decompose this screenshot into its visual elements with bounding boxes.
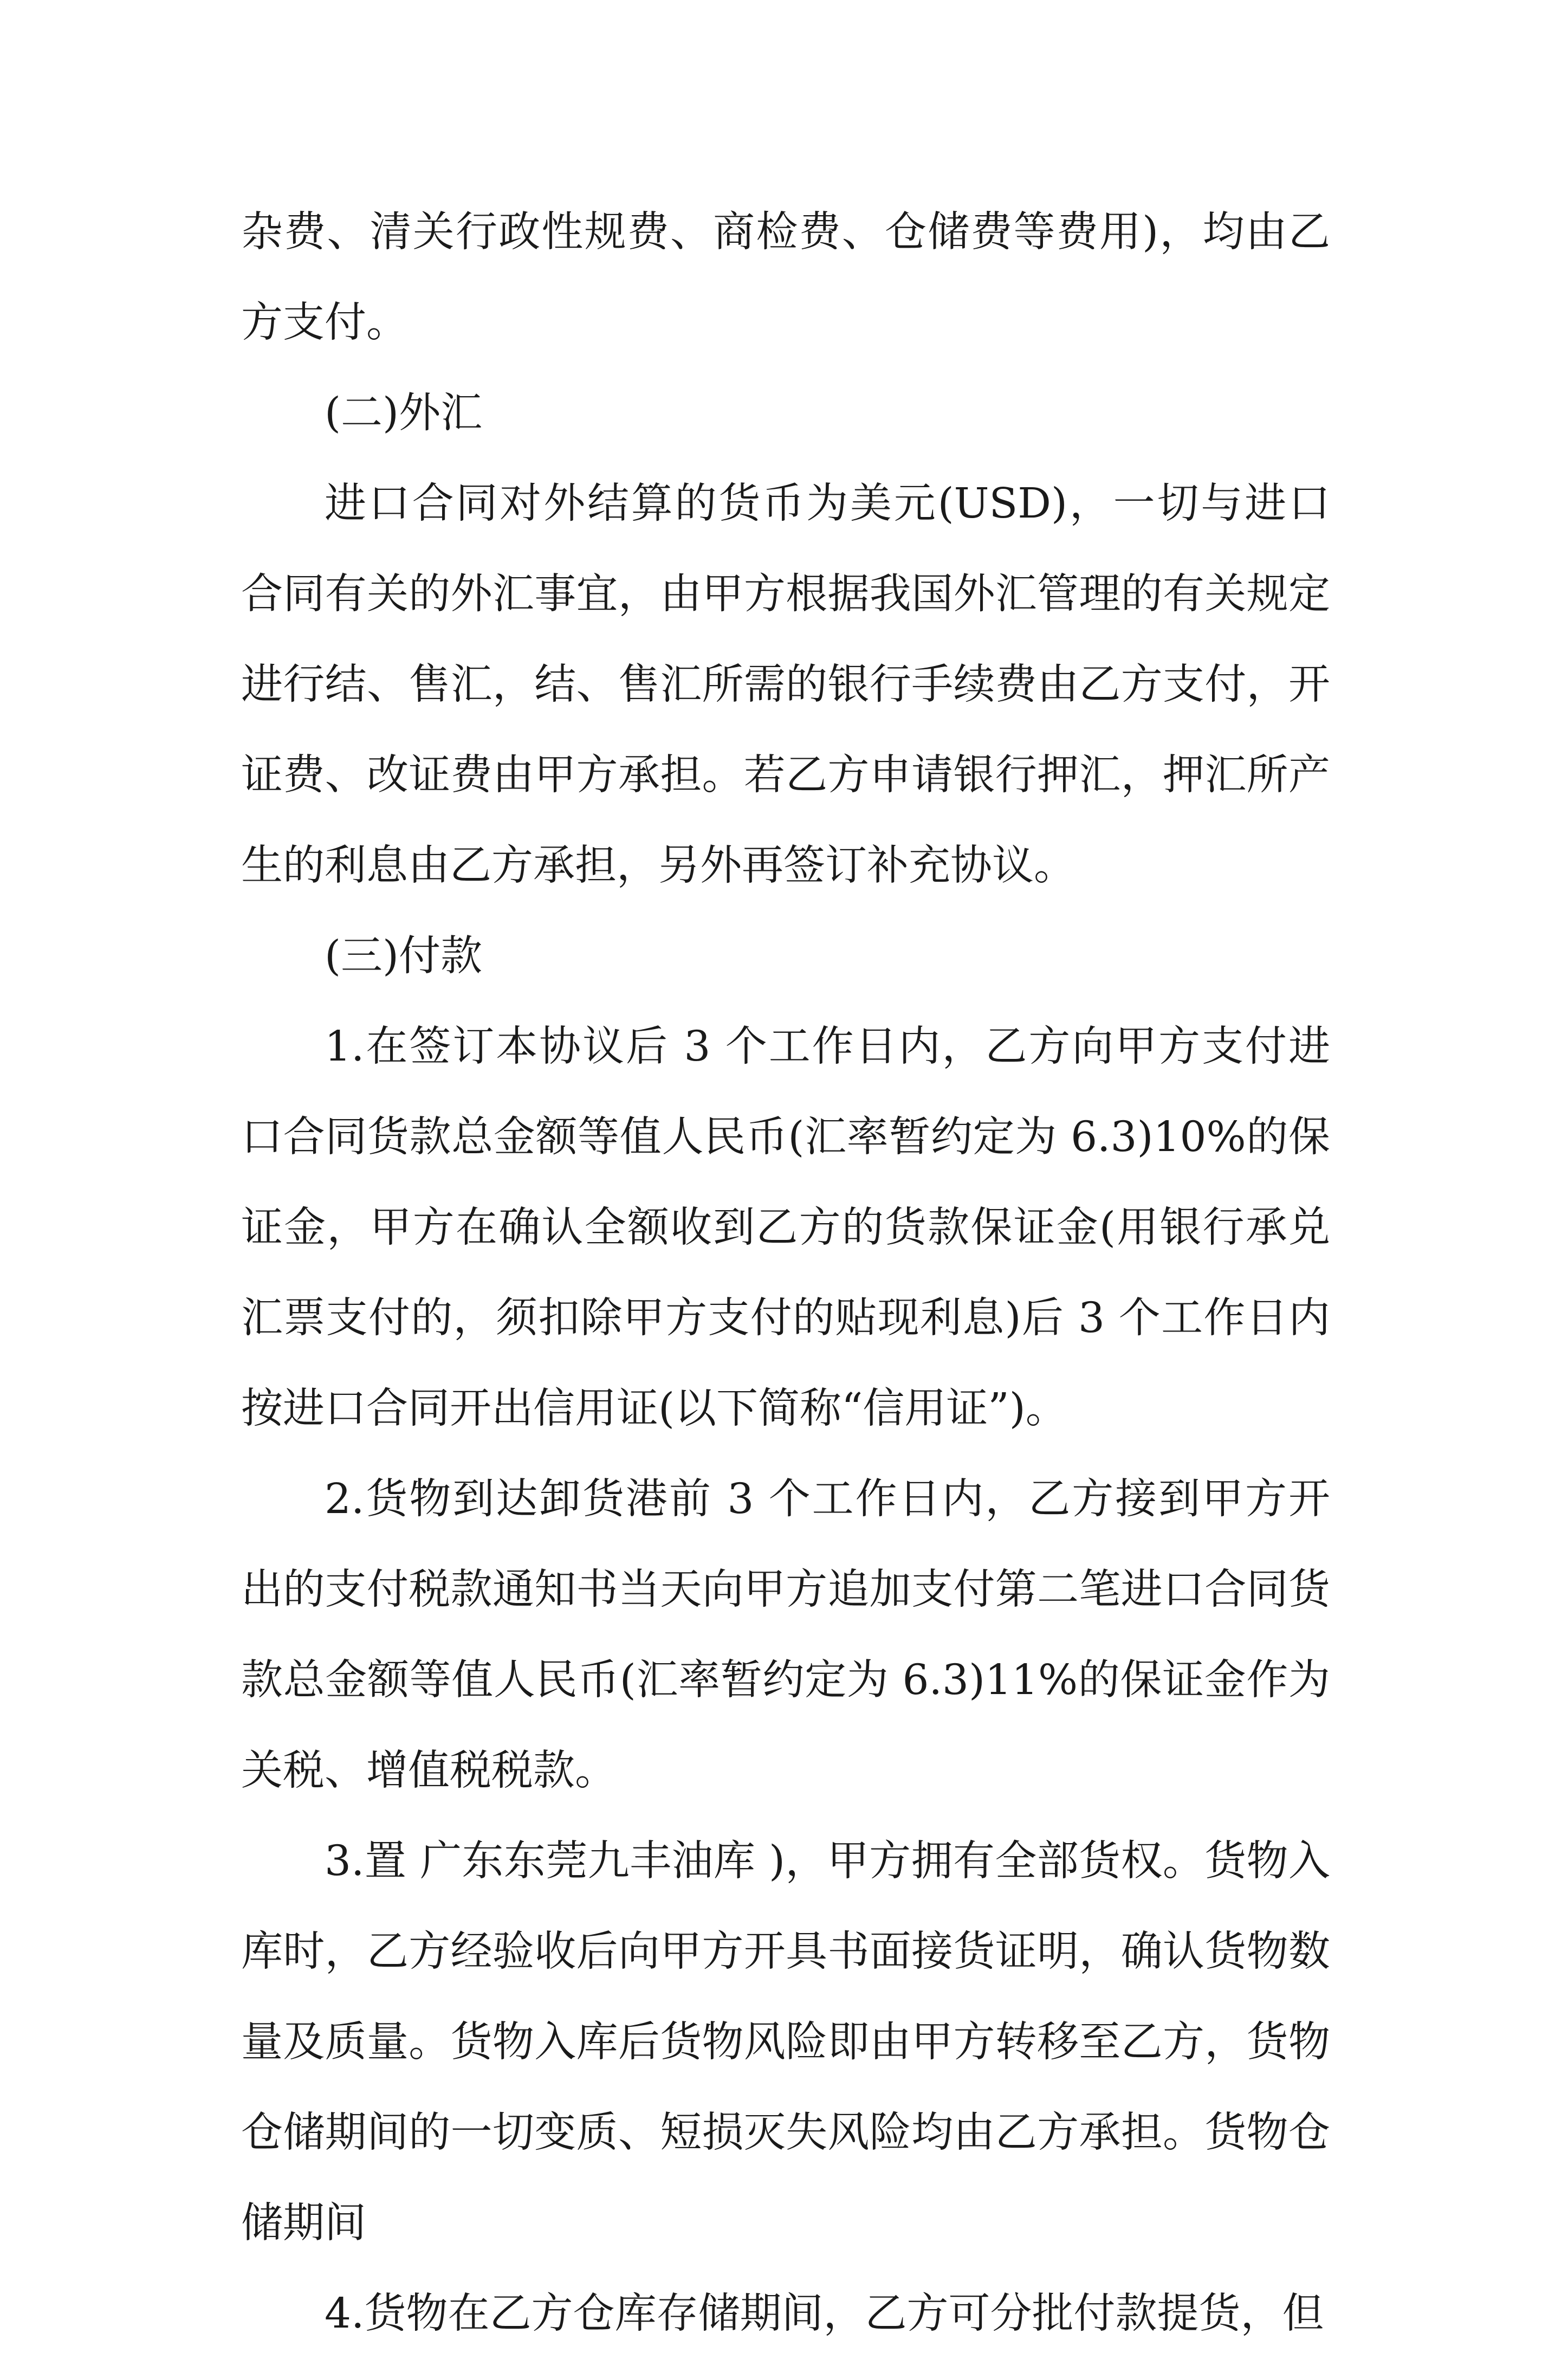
paragraph-foreign-exchange: 进口合同对外结算的货币为美元(USD)，一切与进口合同有关的外汇事宜，由甲方根据我国外汇管理的有关规定进行结、售汇，结、售汇所需的银行手续费由乙方支付，开证费、改证费由甲方承担。若乙方申请银行押汇，押汇所产生的利息由乙方承担，另外再签订补充协议。 — [241, 480, 1330, 890]
section-heading-foreign-exchange: (二)外汇 — [325, 389, 483, 437]
section-heading-payment: (三)付款 — [325, 932, 483, 980]
paragraph-payment-item-4: 4.货物在乙方仓库存储期间，乙方可分批付款提货，但 — [325, 2290, 1324, 2338]
paragraph-payment-item-2: 2.货物到达卸货港前 3 个工作日内，乙方接到甲方开出的支付税款通知书当天向甲方追加支付第二笔进口合同货款总金额等值人民币(汇率暂约定为 6.3)11%的保证金作为关税、增值税税款。 — [241, 1475, 1330, 1795]
paragraph-payment-item-1: 1.在签订本协议后 3 个工作日内，乙方向甲方支付进口合同货款总金额等值人民币(汇率暂约定为 6.3)10%的保证金，甲方在确认全额收到乙方的货款保证金(用银行承兑汇票支付的，须扣除甲方支付的贴现利息)后 3 个工作日内按进口合同开出信用证(以下简称“信用证”)。 — [241, 1023, 1330, 1433]
paragraph-continuation: 杂费、清关行政性规费、商检费、仓储费等费用)，均由乙方支付。 — [241, 208, 1330, 347]
paragraph-payment-item-3: 3.置 广东东莞九丰油库 )，甲方拥有全部货权。货物入库时，乙方经验收后向甲方开具书面接货证明，确认货物数量及质量。货物入库后货物风险即由甲方转移至乙方，货物仓储期间的一切变质、短损灭失风险均由乙方承担。货物仓储期间 — [241, 1837, 1330, 2247]
document-body — [241, 187, 1330, 2359]
